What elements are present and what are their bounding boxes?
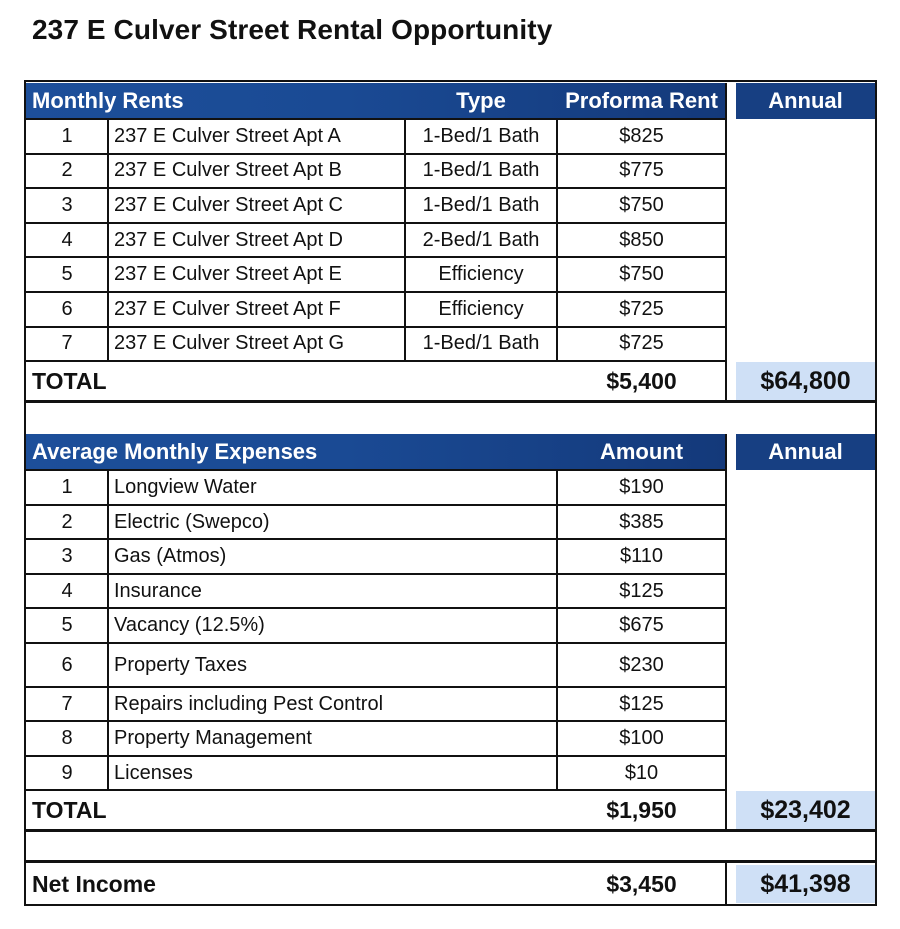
grid-line (107, 470, 109, 790)
rent-amount: $725 (619, 332, 664, 355)
expense-amount: $110 (619, 545, 663, 567)
grid-line (404, 119, 406, 361)
rent-row-number: 3 (61, 193, 73, 216)
grid-line (556, 119, 558, 361)
rent-unit-name: 237 E Culver Street Apt C (114, 193, 344, 216)
expense-row-number: 3 (61, 545, 73, 567)
net-income-annual: $41,398 (736, 865, 875, 903)
expense-amount: $675 (619, 614, 664, 636)
expense-name: Longview Water (114, 476, 257, 498)
grid-line (725, 863, 727, 904)
rent-unit-name: 237 E Culver Street Apt B (114, 159, 342, 182)
rent-row-number: 2 (61, 159, 73, 182)
rent-row-number: 4 (61, 228, 73, 251)
grid-line (24, 829, 877, 832)
expense-row-number: 7 (61, 692, 73, 715)
expense-row-number: 2 (61, 510, 73, 533)
grid-line (556, 470, 558, 790)
rent-unit-type: 1-Bed/1 Bath (422, 332, 540, 355)
rent-unit-name: 237 E Culver Street Apt D (114, 228, 344, 251)
rent-row-number: 6 (61, 297, 73, 320)
grid-line (725, 83, 727, 401)
expense-name: Gas (Atmos) (114, 545, 227, 567)
rents-rent-header: Proforma Rent (565, 88, 718, 113)
rent-amount: $725 (619, 297, 664, 320)
rent-amount: $850 (619, 228, 664, 251)
expense-row-number: 4 (61, 579, 73, 602)
rent-row-number: 5 (61, 263, 73, 286)
expense-row-number: 8 (61, 727, 73, 749)
rents-total-label: TOTAL (32, 367, 107, 394)
rent-unit-name: 237 E Culver Street Apt A (114, 124, 341, 147)
expense-name: Insurance (114, 579, 202, 602)
rents-section-title: Monthly Rents (26, 83, 726, 119)
rent-unit-name: 237 E Culver Street Apt F (114, 297, 341, 320)
expense-amount: $230 (619, 653, 664, 676)
rent-row-number: 7 (61, 332, 73, 355)
expense-name: Licenses (114, 761, 193, 784)
expense-row-number: 1 (61, 476, 73, 498)
expense-amount: $10 (624, 761, 659, 784)
expense-amount: $125 (619, 692, 664, 715)
expense-name: Property Management (114, 727, 312, 749)
rents-annual-header: Annual (736, 83, 875, 119)
expense-name: Property Taxes (114, 653, 248, 676)
grid-line (24, 860, 877, 863)
expenses-total-label: TOTAL (32, 796, 107, 823)
expenses-amount-header: Amount (599, 439, 684, 464)
rents-total-annual: $64,800 (736, 362, 875, 400)
rent-amount: $750 (619, 263, 664, 286)
grid-line (26, 469, 726, 471)
rent-row-number: 1 (61, 124, 73, 147)
expenses-annual-header: Annual (736, 434, 875, 470)
expense-row-number: 9 (61, 761, 73, 784)
expense-row-number: 6 (61, 653, 73, 676)
grid-line (875, 80, 877, 906)
rent-amount: $750 (619, 193, 664, 216)
expense-amount: $125 (619, 579, 664, 602)
rents-total-monthly: $5,400 (606, 367, 677, 394)
rent-unit-type: 2-Bed/1 Bath (422, 228, 540, 251)
net-income-label: Net Income (32, 870, 156, 897)
grid-line (24, 80, 877, 82)
rent-unit-name: 237 E Culver Street Apt G (114, 332, 345, 355)
rent-unit-type: 1-Bed/1 Bath (422, 159, 540, 182)
rent-unit-type: Efficiency (438, 297, 524, 320)
rent-amount: $775 (619, 159, 664, 182)
grid-line (24, 904, 877, 906)
rent-amount: $825 (619, 124, 664, 147)
expense-amount: $100 (619, 727, 664, 749)
expense-name: Repairs including Pest Control (114, 692, 384, 715)
expense-name: Electric (Swepco) (114, 510, 270, 533)
expense-row-number: 5 (61, 614, 73, 636)
expenses-total-annual: $23,402 (736, 791, 875, 829)
rents-type-header: Type (456, 88, 506, 113)
page-title: 237 E Culver Street Rental Opportunity (32, 14, 553, 45)
expense-name: Vacancy (12.5%) (114, 614, 265, 636)
grid-line (26, 118, 726, 120)
expense-amount: $190 (619, 476, 664, 498)
expense-amount: $385 (619, 510, 664, 533)
grid-line (24, 400, 877, 403)
rent-unit-type: Efficiency (438, 263, 524, 286)
rent-unit-type: 1-Bed/1 Bath (422, 193, 540, 216)
expenses-section-title: Average Monthly Expenses (26, 434, 726, 470)
rent-unit-name: 237 E Culver Street Apt E (114, 263, 342, 286)
net-income-monthly: $3,450 (606, 870, 677, 897)
rent-unit-type: 1-Bed/1 Bath (422, 124, 540, 147)
expenses-total-monthly: $1,950 (606, 796, 677, 823)
grid-line (725, 434, 727, 830)
grid-line (107, 119, 109, 361)
